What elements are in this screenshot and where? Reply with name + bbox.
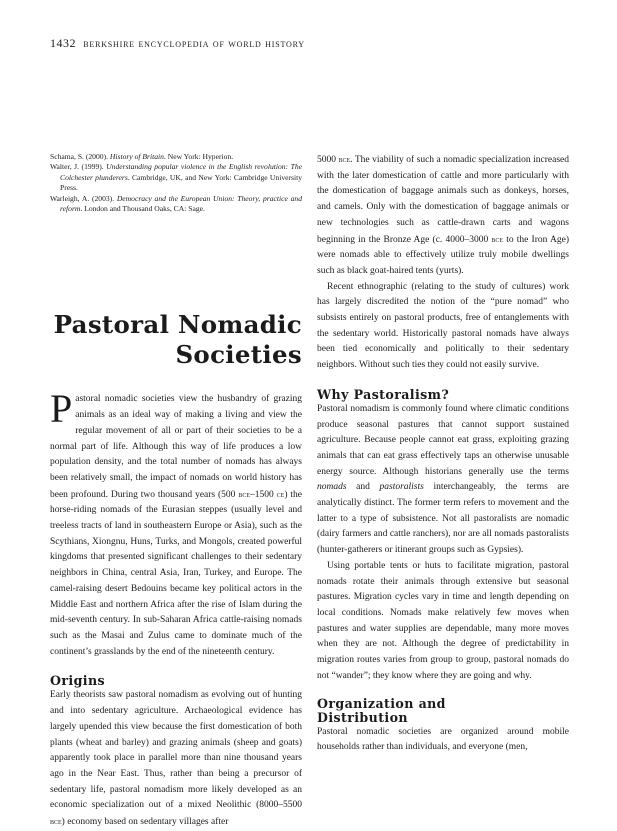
migration-paragraph: Using portable tents or huts to facilitate migration, pastoral nomads rotate their animals through extensive but seasonal pastures. Migration cycles vary in time and length depending on local conditions. Nomads make relatively few moves when pastures and water supplies are dependable, many more moves when they are not. Although the degree of predictability in migration routes varies from group to group, pastoral nomads do not “wander”; they know where they are going and why. bbox=[317, 560, 569, 681]
section-heading-origins: Origins bbox=[50, 673, 106, 689]
article-title: Pastoral Nomadic Societies bbox=[53, 310, 302, 370]
left-column bbox=[50, 152, 302, 831]
reference-item: Schama, S. (2000). History of Britain. New York: Hyperion. bbox=[50, 152, 234, 161]
running-title: berkshire encyclopedia of world history bbox=[83, 38, 305, 50]
organization-paragraph: Pastoral nomadic societies are organized around mobile households rather than individuals, and everyone (men, bbox=[317, 726, 569, 753]
origins-paragraph: Early theorists saw pastoral nomadism as evolving out of hunting and into sedentary agriculture. Archaeological evidence has largely upended this view because the first domestication of both plants (wheat and barley) and grazing animals (sheep and goats) apparently took place in parallel more than nine thousand years ago in the Near East. Thus, rather than being a precursor of sedentary life, pastoral nomadism more likely developed as an economic specialization out of a mixed Neolithic (8000–5500 bce) economy based on sedentary villages after bbox=[50, 690, 302, 828]
why-paragraph: Pastoral nomadism is commonly found where climatic conditions produce seasonal pastures that cannot support sustained agriculture. Because people cannot eat grass, exploiting grazing animals that can eat grass effectively taps an otherwise unusable energy source. Although historians generally use the terms nomads and pastoralists interchangeably, the terms are analytically distinct. The former term refers to movement and the latter to a type of subsistence. Not all pastoralists are nomadic (dairy farmers and cattle ranchers), nor are all nomads pastoralists (hunter-gatherers or itinerant groups such as Gypsies). bbox=[317, 403, 570, 556]
ethnographic-paragraph: Recent ethnographic (relating to the study of cultures) work has largely discredited the notion of the “pure nomad” who subsists entirely on pastoral products, free of entanglements with the sedentary world. Historically pastoral nomads have always been tied economically and politically to their sedentary neighbors. Without such ties they could not easily survive. bbox=[317, 281, 569, 371]
right-column bbox=[317, 152, 569, 756]
section-heading-organization: Organization and Distribution bbox=[317, 695, 446, 725]
reference-list bbox=[50, 152, 302, 214]
reference-item: Warleigh, A. (2003). Democracy and the European Union: Theory, practice and reform. London and Thousand Oaks, CA: Sage. bbox=[50, 193, 303, 214]
section-heading-why-pastoralism: Why Pastoralism? bbox=[317, 386, 450, 402]
running-header bbox=[50, 36, 305, 51]
intro-paragraph: Pastoral nomadic societies view the husbandry of grazing animals as an ideal way of making a living and view the regular movement of all or part of their societies to be a normal part of life. Although this way of life produces a low population density, and the total number of nomads has always been relatively small, the impact of nomads on world history has been profound. During two thousand years (500 bce–1500 ce) the horse-riding nomads of the Eurasian steppes (usually level and treeless tracts of land in southeastern Europe or Asia), such as the Scythians, Xiongnu, Huns, Turks, and Mongols, created powerful kingdoms that presented significant challenges to their sedentary neighbors in China, central Asia, Iran, Turkey, and Europe. The camel-raising desert Bedouins became key political actors in the Middle East and northern Africa after the rise of Islam during the mid-seventh century. In sub-Saharan Africa cattle-raising nomads such as the Masai and Zulus came to dominate much of the continent’s grasslands by the end of the nineteenth century. bbox=[50, 386, 303, 657]
domestication-paragraph: 5000 bce. The viability of such a nomadic specialization increased with the later domestication of cattle and more particularly with the domestication of baggage animals such as donkeys, horses, and camels. Only with the domestication of baggage animals or new technologies such as cattle-drawn carts and wagons beginning in the Bronze Age (c. 4000–3000 bce to the Iron Age) were nomads able to effectively utilize truly mobile dwellings such as black goat-haired tents (yurts). bbox=[317, 154, 570, 276]
page-number: 1432 bbox=[50, 36, 76, 50]
drop-cap: P bbox=[50, 386, 73, 432]
reference-item: Walter, J. (1999). Understanding popular violence in the English revolution: The Colchester plunderers. Cambridge, UK, and New York: Cambridge University Press. bbox=[50, 162, 302, 193]
